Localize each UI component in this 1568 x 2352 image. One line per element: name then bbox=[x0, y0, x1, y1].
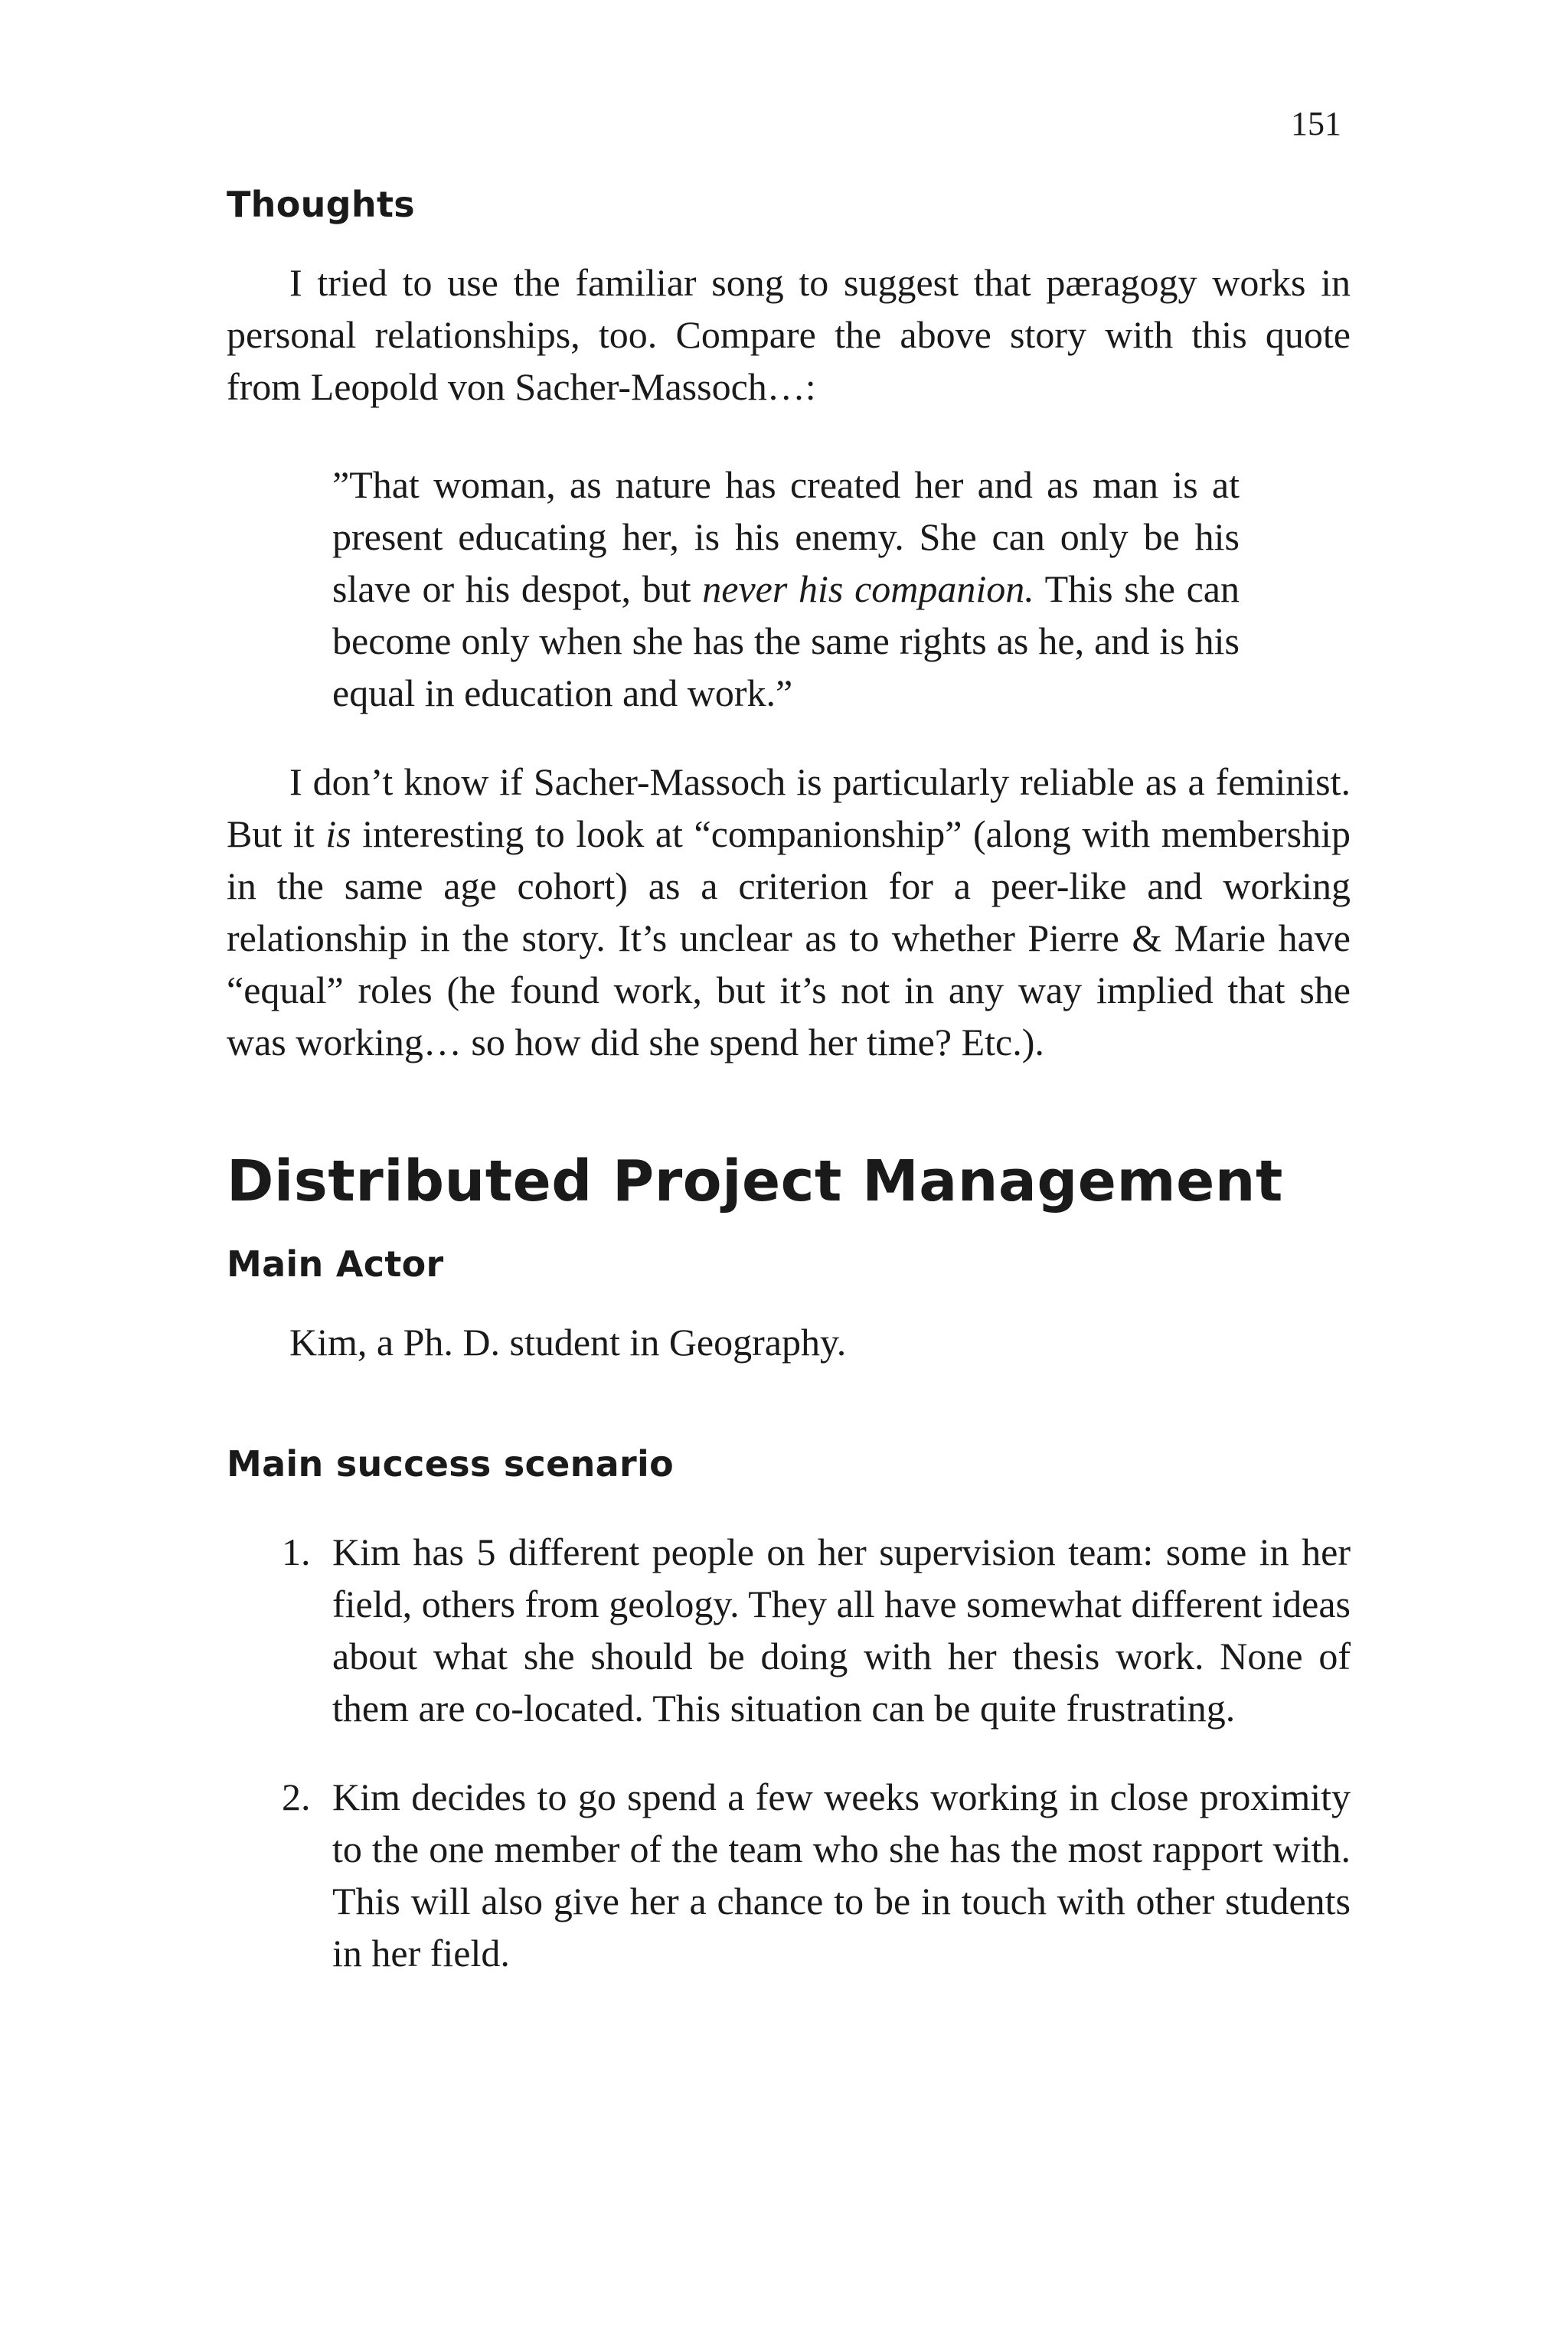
thoughts-paragraph-2 bbox=[227, 756, 1351, 1068]
paragraph-2-end: interesting to look at “companionship” (along with membership in the same age cohort) as a criterion for a peer-like and working relationship in the story. It’s unclear as to whether Pierre & Marie have “equal” roles (he found work, but it’s not in any way implied that she was working… so how did she spend her time? Etc.). bbox=[227, 812, 1351, 1064]
list-item bbox=[227, 1771, 1351, 1979]
list-item-text: Kim decides to go spend a few weeks working in close proximity to the one member of the team who she has the most rapport with. This will also give her a chance to be in touch with other students in her field. bbox=[332, 1775, 1351, 1975]
scenario-heading: Main success scenario bbox=[227, 1443, 674, 1485]
scenario-list bbox=[227, 1526, 1351, 1979]
quote-emphasis: never his companion. bbox=[702, 567, 1034, 611]
paragraph-2-emphasis: is bbox=[325, 812, 351, 856]
main-actor-text: Kim, a Ph. D. student in Geography. bbox=[289, 1321, 847, 1364]
page-number: 151 bbox=[1291, 105, 1341, 142]
quote-text-start: ”That woman, as nature has created her and as man is at present educating her, is his enemy. She can only be his slave or his despot, but bbox=[332, 463, 1240, 611]
section-title: Distributed Project Management bbox=[227, 1148, 1283, 1215]
list-item bbox=[227, 1526, 1351, 1734]
thoughts-paragraph-1: I tried to use the familiar song to suggest that pæragogy works in personal relationships, too. Compare the above story with this quote from Leopold von Sacher-Massoch…: bbox=[227, 261, 1351, 409]
page-content bbox=[227, 184, 1351, 1979]
list-item-text: Kim has 5 different people on her supervision team: some in her field, others from geology. They all have somewhat different ideas about what she should be doing with her thesis work. None of them are co-located. This situation can be quite frustrating. bbox=[332, 1530, 1351, 1730]
thoughts-heading: Thoughts bbox=[227, 184, 415, 225]
quote-text-end: This she can become only when she has the same rights as he, and is his equal in education and work.” bbox=[332, 567, 1240, 715]
list-item-number: 1. bbox=[282, 1530, 311, 1573]
list-item-number: 2. bbox=[282, 1775, 311, 1818]
sacher-massoch-quote bbox=[332, 459, 1240, 719]
paragraph-2-start: I don’t know if Sacher-Massoch is particularly reliable as a feminist. But it bbox=[227, 760, 1351, 856]
main-actor-heading: Main Actor bbox=[227, 1243, 444, 1285]
